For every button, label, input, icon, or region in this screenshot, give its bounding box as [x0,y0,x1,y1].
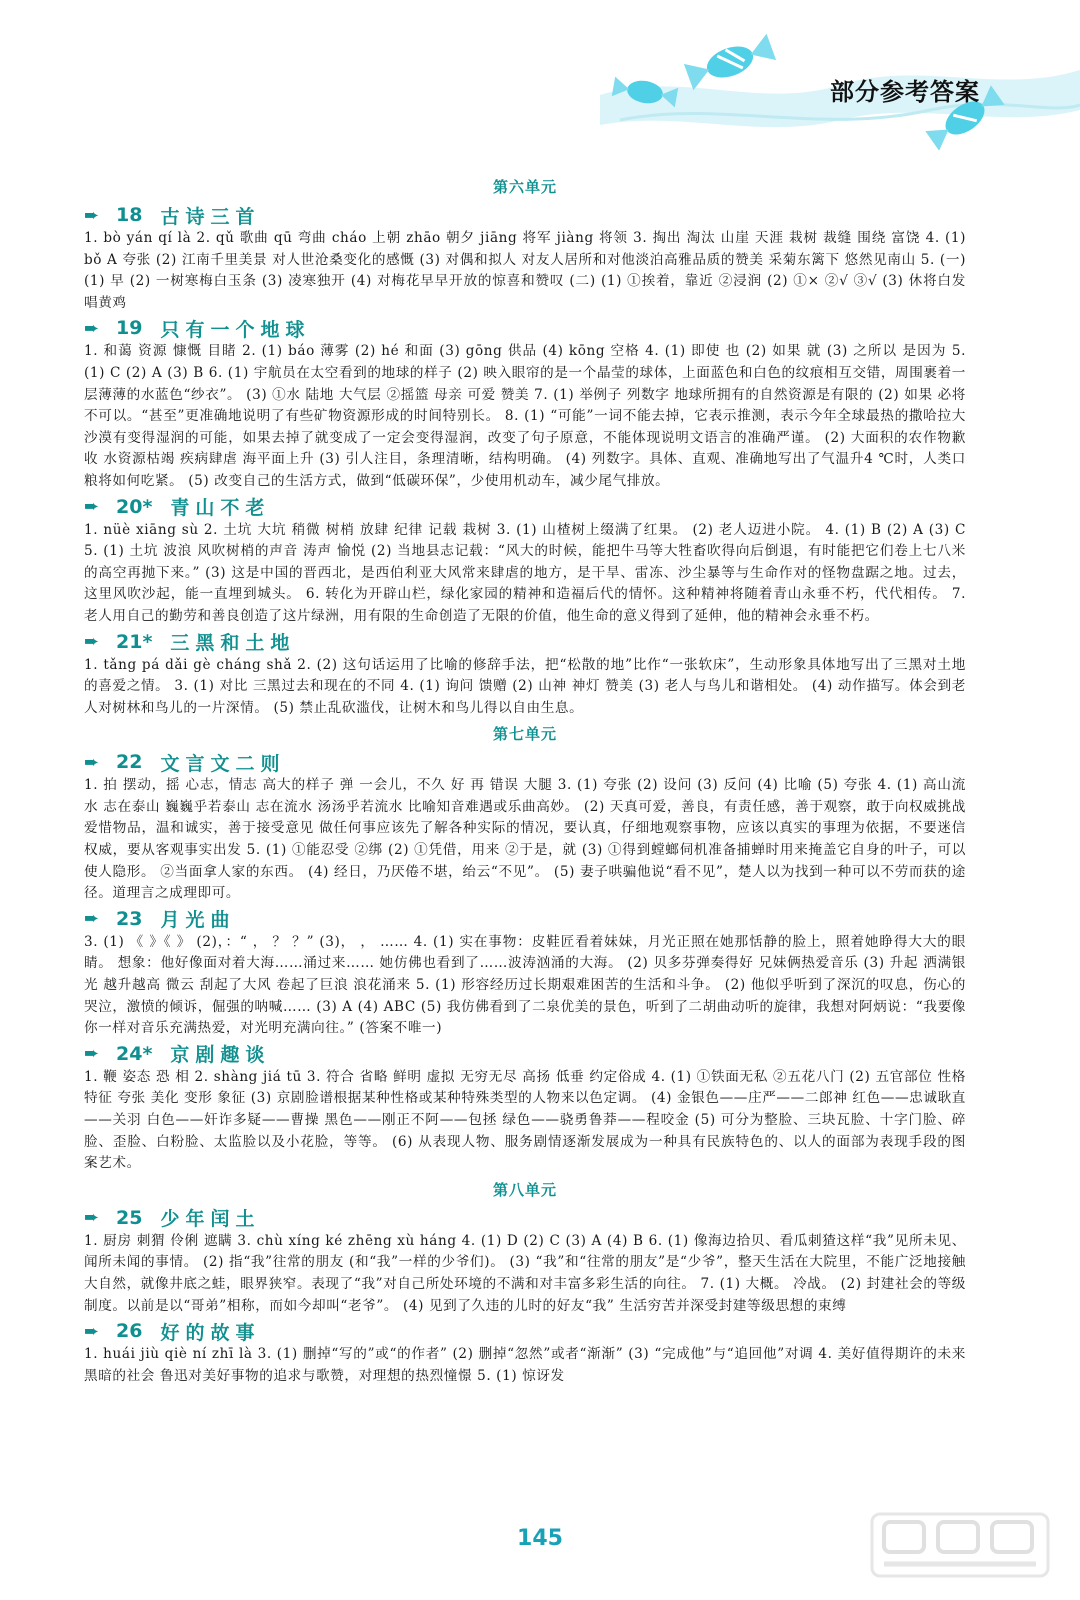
arrow-right-icon: ➨ [84,1043,100,1065]
lesson-heading-19 [84,316,966,340]
lesson-heading-21 [84,630,966,654]
unit-title-8: 第八单元 [492,1180,557,1199]
lesson-heading-23 [84,907,966,931]
lesson-number: 25 [116,1206,143,1229]
lesson-number: 21* [116,630,153,653]
arrow-right-icon: ➨ [84,908,100,930]
watermark-logo-icon [870,1510,1050,1580]
lesson-number: 24* [116,1042,153,1065]
lesson-answers-21: 1. tǎng pá dǎi gè cháng shǎ 2. (2) 这句话运用了比喻的修辞手法，把“松散的地”比作“一张软床”，生动形象具体地写出了三黑对土地的喜爱之情。 3. (1) 对比 三黑过去和现在的不同 4. (1) 询问 馈赠 (2) 山神 神灯 赞美 (3) 老人与鸟儿和谐相处。 (4) 动作描写。体会到老人对树林和鸟儿的一片深情。 (5) 禁止乱砍滥伐，让树木和鸟儿得以自由生息。 [84,656,966,716]
lesson-heading-18 [84,203,966,227]
lesson-answers-18: 1. bò yán qí là 2. qǔ 歌曲 qū 弯曲 cháo 上朝 zhāo 朝夕 jiāng 将军 jiàng 将领 3. 掏出 淘汰 山崖 天涯 栽树 裁缝 围绕 富饶 4. (1) bǒ A 夸张 (2) 江南千里美景 对人世沧桑变化的感慨 (3) 对偶和拟人 对友人居所和对他淡泊高雅品质的赞美 采菊东篱下 悠然见南山 5. (一) (1) 早 (2) 一树寒梅白玉条 (3) 凌寒独开 (4) 对梅花早早开放的惊喜和赞叹 (二) (1) ①挨着，靠近 ②浸润 (2) ①× ②√ ③√ (3) 休将白发唱黄鸡 [84,230,966,311]
lesson-name: 青山不老 [170,497,271,520]
lesson-number: 20* [116,495,153,518]
page-header [0,0,1080,150]
lesson-answers-20: 1. nüè xiāng sù 2. 土坑 大坑 稍微 树梢 放肆 纪律 记载 栽树 3. (1) 山楂树上缀满了红果。 (2) 老人迈进小院。 4. (1) B (2) A (3) C 5. (1) 土坑 波浪 风吹树梢的声音 涛声 愉悦 (2) 当地县志记载：“风大的时候，能把牛马等大牲畜吹得向后倒退，有时能把它们卷上七八米的高空再抛下来。” (3) 这是中国的晋西北，是西伯利亚大风常来肆虐的地方，是干旱、雷冻、沙尘暴等与生命作对的怪物盘踞之地。过去，这里风吹沙起，能一直埋到城头。 6. 转化为开辟山栏，绿化家园的精神和造福后代的情怀。这种精神将随着青山永垂不朽，代代相传。 7. 老人用自己的勤劳和善良创造了这片绿洲，用有限的生命创造了无限的价值，他生命的意义得到了延伸，他的精神会永垂不朽。 [84,521,966,624]
lesson-heading-20 [84,495,966,519]
lesson-number: 22 [116,751,143,774]
lesson-number: 18 [116,204,143,226]
unit-title-7: 第七单元 [492,725,557,744]
lesson-number: 26 [116,1320,143,1343]
lesson-answers-24: 1. 鞭 姿态 恐 相 2. shàng jiá tū 3. 符合 省略 鲜明 虚拟 无穷无尽 高扬 低垂 约定俗成 4. (1) ①铁面无私 ②五花八门 (2) 五官部位 性格特征 夸张 美化 变形 象征 (3) 京剧脸谱根据某种性格或某种特殊类型的人物来以色定调。 (4) 金银色——庄严——二郎神 红色——忠诚耿直——关羽 白色——奸诈多疑——曹操 黑色——刚正不阿——包拯 绿色——骁勇鲁莽——程咬金 (5) 可分为整脸、三块瓦脸、十字门脸、碎脸、歪脸、白粉脸、太监脸以及小花脸，等等。 (6) 从表现人物、服务剧情逐渐发展成为一种具有民族特色的、以人的面部为表现手段的图案艺术。 [84,1068,966,1172]
arrow-right-icon: ➨ [84,631,100,652]
lesson-answers-22: 1. 拍 摆动，摇 心志，情志 高大的样子 弹 一会儿，不久 好 再 错误 大腿 3. (1) 夸张 (2) 设问 (3) 反问 (4) 比喻 (5) 夸张 4. (1) 高山流水 志在泰山 巍巍乎若泰山 志在流水 汤汤乎若流水 比喻知音难遇或乐曲高妙。 (2) 天真可爱，善良，有责任感，善于观察，敢于向权威挑战 爱惜物品，温和诚实，善于接受意见 做任何事应该先了解各种实际的情况，要认真，仔细地观察事物，应该以真实的事理为依据，不要迷信权威，要从客观事实出发 5. (1) ①能忍受 ②绑 (2) ①凭借，用来 ②于是，就 (3) ①得到螳螂伺机准备捕蝉时用来掩盖它自身的叶子，可以使人隐形。 ②当面拿人家的东西。 (4) 经日，乃厌倦不堪，绐云“不见”。 (5) 妻子哄骗他说“看不见”，楚人以为找到一种可以不劳而获的途径。道理言之成理即可。 [84,777,966,902]
arrow-right-icon: ➨ [84,317,100,339]
lesson-name: 三黑和土地 [170,632,296,654]
lesson-answers-23: 3. (1) 《 》《 》 (2)，：“ ， ？ ？” (3)， ， …… 4. (1) 实在事物：皮鞋匠看着妹妹，月光正照在她那恬静的脸上，照着她睁得大大的眼睛。 想象：他好像面对着大海……涌过来…… 她仿佛也看到了……波涛汹涌的大海。 (2) 贝多芬弹奏得好 兄妹俩热爱音乐 (3) 升起 洒满银光 越升越高 微云 刮起了大风 卷起了巨浪 浪花涌来 5. (1) 形容经历过长期艰难困苦的生活和斗争。 (2) 他似乎听到了深沉的叹息，伤心的哭泣，激愤的倾诉，倔强的呐喊…… (3) A (4) ABC (5) 我仿佛看到了二泉优美的景色，听到了二胡曲动听的旋律，我想对阿炳说：“我要像你一样对音乐充满热爱，对光明充满向往。” (答案不唯一) [84,933,966,1037]
lesson-heading-26 [84,1319,966,1343]
arrow-right-icon: ➨ [84,204,100,226]
lesson-answers-19: 1. 和蔼 资源 慷慨 目睹 2. (1) báo 薄雾 (2) hé 和面 (3) gōng 供品 (4) kōng 空格 4. (1) 即使 也 (2) 如果 就 (3) 之所以 是因为 5. (1) C (2) A (3) B 6. (1) 宇航员在太空看到的地球的样子 (2) 映入眼帘的是一个晶莹的球体，上面蓝色和白色的纹痕相互交错，周围裹着一层薄薄的水蓝色“纱衣”。 (3) ①水 陆地 大气层 ②摇篮 母亲 可爱 赞美 7. (1) 举例子 列数字 地球所拥有的自然资源是有限的 (2) 如果 必将 不可以。“甚至”更准确地说明了有些矿物资源形成的时间特别长。 8. (1) “可能”一词不能去掉，它表示推测，表示今年全球最热的撒哈拉大沙漠有变得湿润的可能，如果去掉了就变成了一定会变得湿润，改变了句子原意，不能体现说明文语言的准确严谨。 (2) 大面积的农作物歉收 水资源枯竭 疾病肆虐 海平面上升 (3) 引人注目，条理清晰，结构明确。 (4) 列数字。具体、直观、准确地写出了气温升4 ℃时，人类口粮将如何吃紧。 (5) 改变自己的生活方式，做到“低碳环保”，少使用机动车，减少尾气排放。 [84,343,966,489]
arrow-right-icon: ➨ [84,751,100,773]
lesson-answers-26: 1. huái jiù qiè ní zhī là 3. (1) 删掉“写的”或“的作者” (2) 删掉“忽然”或者“渐渐” (3) “完成他”与“追回他”对调 4. 美好值得期许的未来 黑暗的社会 鲁迅对美好事物的追求与歌赞，对理想的热烈憧憬 5. (1) 惊讶发 [84,1346,966,1384]
arrow-right-icon: ➨ [84,1320,100,1342]
arrow-right-icon: ➨ [84,496,100,518]
lesson-name: 只有一个地球 [160,318,311,341]
header-title: 部分参考答案 [830,78,980,106]
lesson-heading-22 [84,750,966,774]
lesson-number: 23 [116,907,143,930]
lesson-heading-25 [84,1206,966,1230]
lesson-name: 月光曲 [160,909,236,932]
lesson-name: 文言文二则 [160,752,286,775]
answer-content [84,172,966,1387]
lesson-answers-25: 1. 厨房 刺猬 伶俐 遮瞒 3. chù xíng ké zhēng xù háng 4. (1) D (2) C (3) A (4) B 6. (1) 像海边拾贝、看瓜刺猹这样“我”见所未见、闻所未闻的事情。 (2) 指“我”往常的朋友 (和“我”一样的少爷们)。 (3) “我”和“往常的朋友”是“少爷”，整天生活在大院里，不能广泛地接触大自然，就像井底之蛙，眼界狭窄。表现了“我”对自己所处环境的不满和对丰富多彩生活的向往。 7. (1) 大概。 冷战。 (2) 封建社会的等级制度。以前是以“哥弟”相称，而如今却叫“老爷”。 (4) 见到了久违的儿时的好友“我” 生活穷苦并深受封建等级思想的束缚 [84,1232,966,1314]
page-number: 145 [517,1526,563,1551]
lesson-name: 少年闰土 [160,1208,261,1231]
arrow-right-icon: ➨ [84,1207,100,1229]
lesson-heading-24 [84,1042,966,1066]
unit-title-6: 第六单元 [492,178,557,196]
lesson-name: 古诗三首 [160,205,261,228]
lesson-number: 19 [116,317,143,340]
lesson-name: 好的故事 [160,1321,261,1344]
lesson-name: 京剧趣谈 [170,1044,271,1067]
